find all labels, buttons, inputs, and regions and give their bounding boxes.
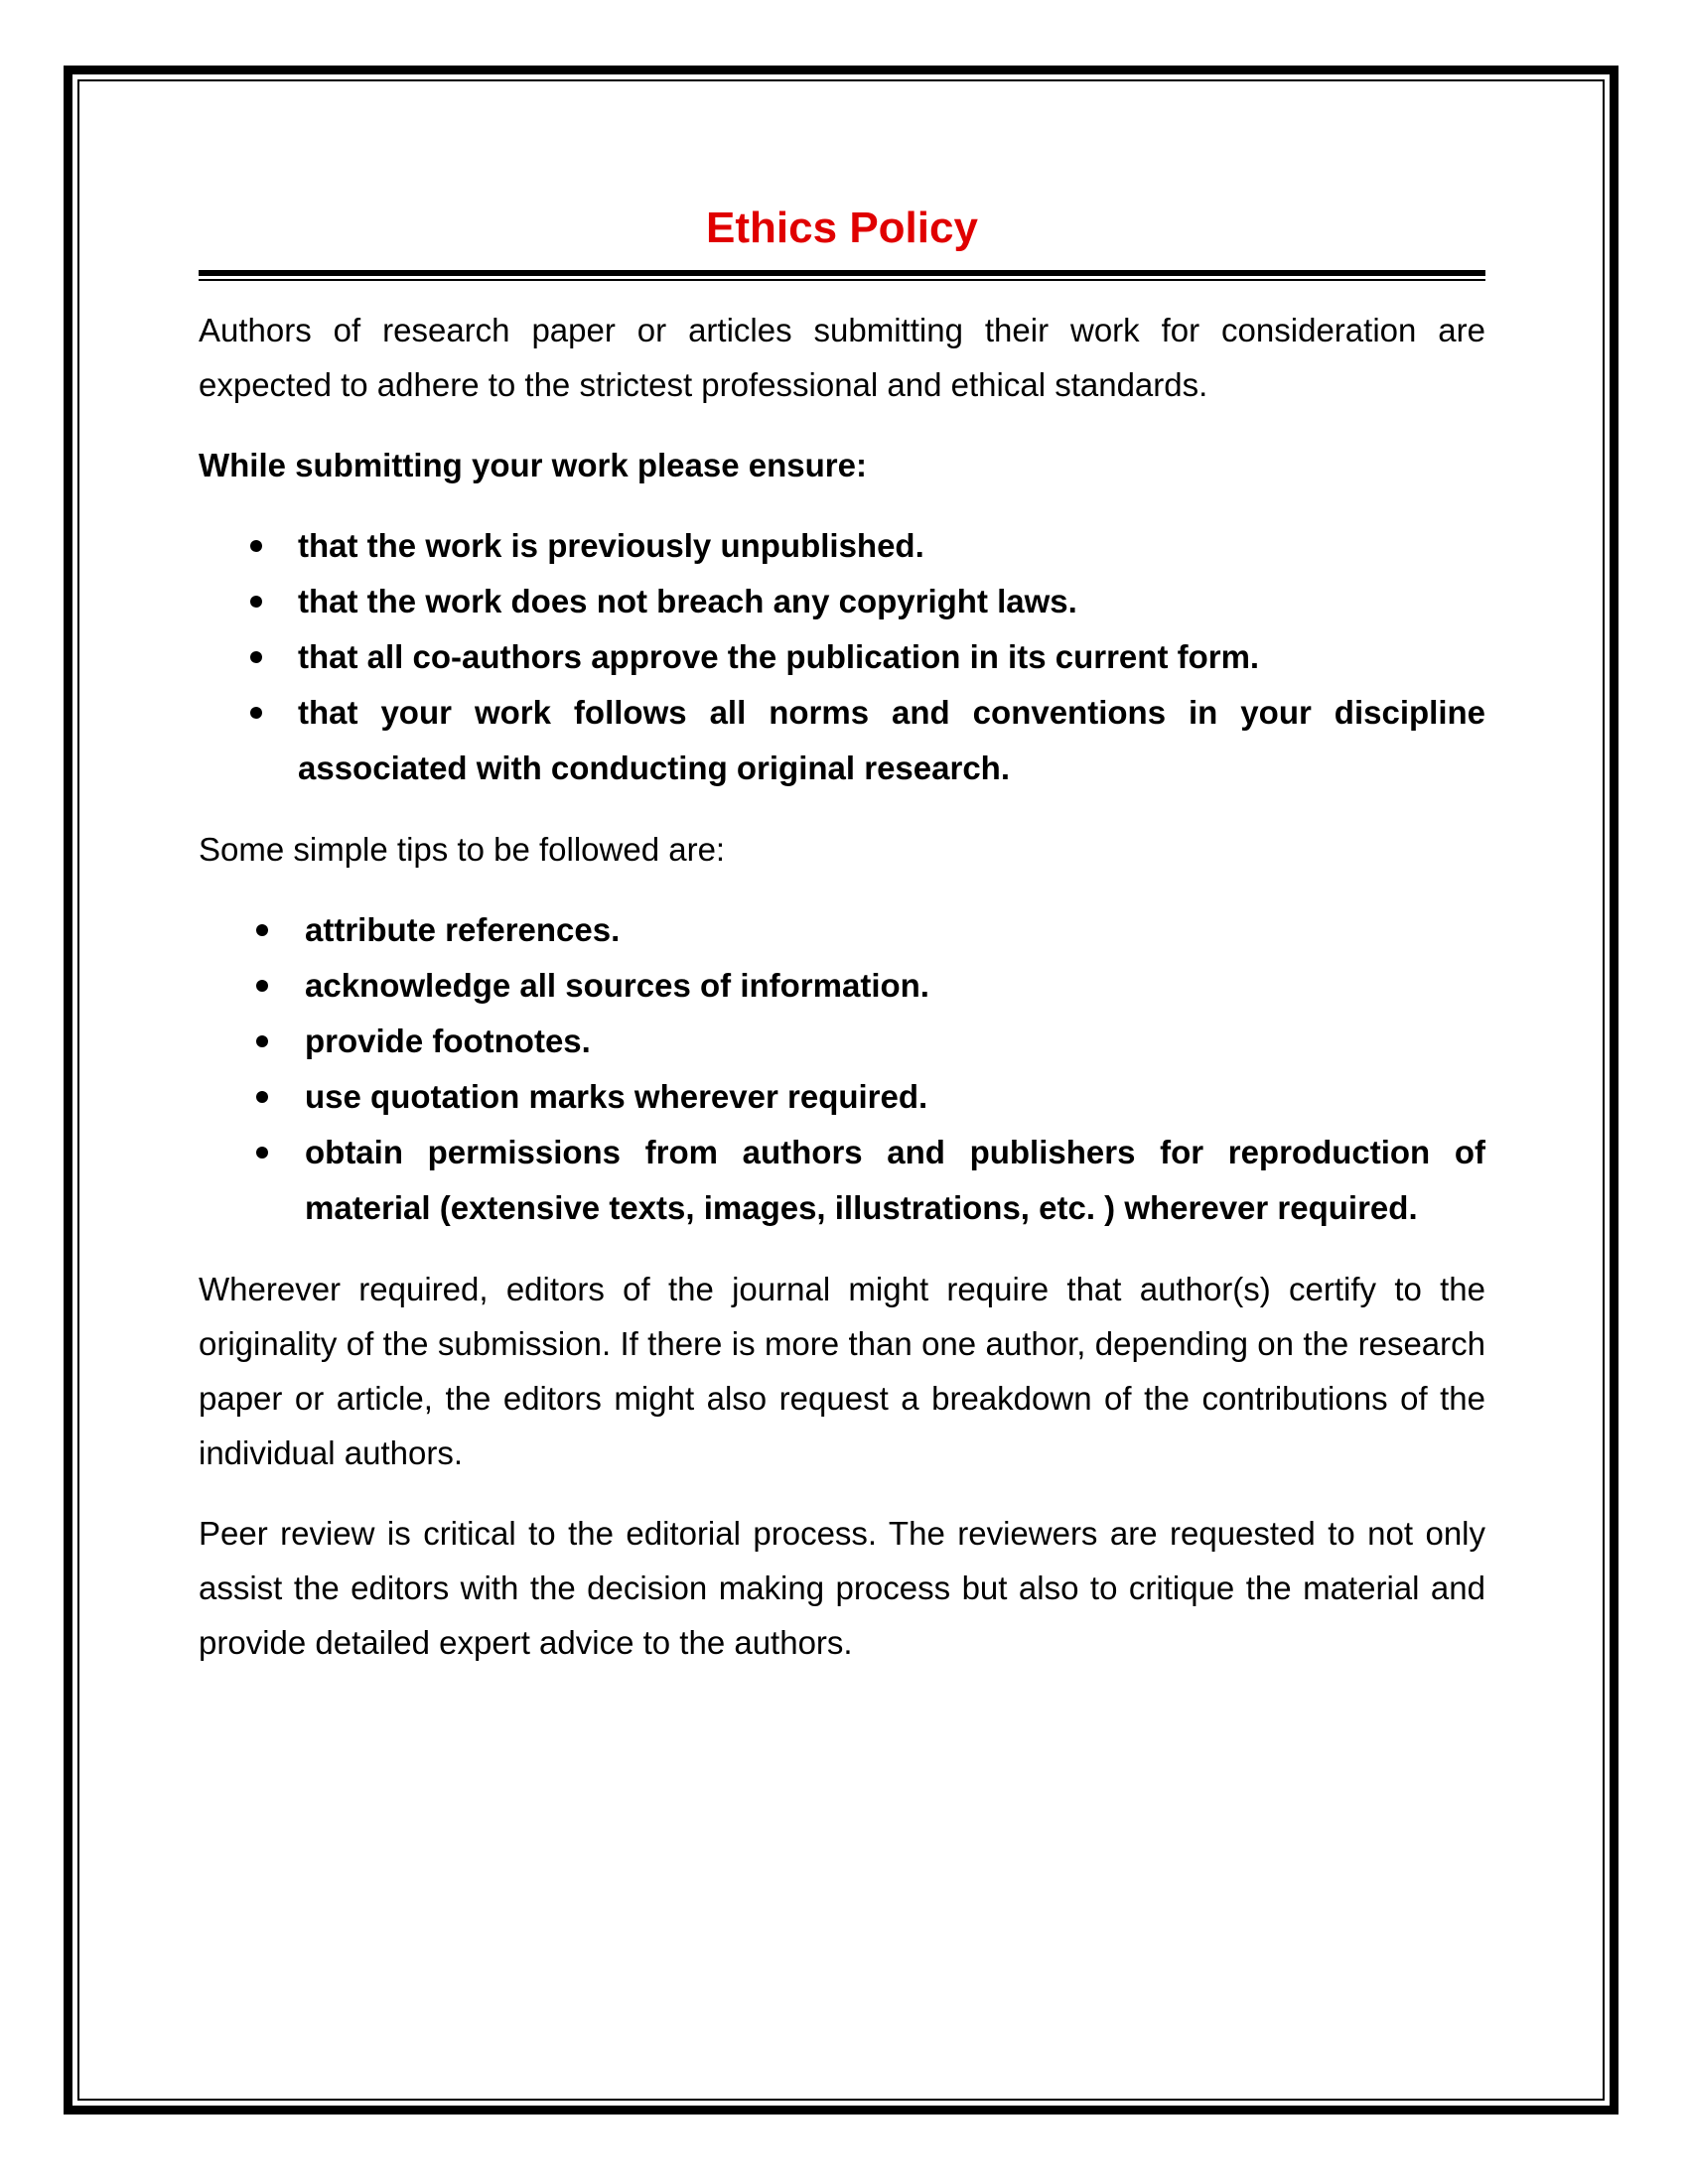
bullet-icon — [256, 924, 268, 936]
submission-lead: While submitting your work please ensure: — [199, 447, 867, 483]
list-item — [199, 685, 1485, 796]
tips-list — [199, 902, 1485, 1236]
document-body — [199, 199, 1485, 1670]
bullet-icon — [256, 1147, 268, 1159]
list-item-text: provide footnotes. — [305, 1023, 591, 1059]
list-item — [199, 518, 1485, 574]
submission-checklist — [199, 518, 1485, 796]
list-item-text: acknowledge all sources of information. — [305, 967, 929, 1004]
list-item-text: that the work does not breach any copyright laws. — [298, 583, 1077, 619]
page-title: Ethics Policy — [706, 204, 978, 252]
bullet-icon — [256, 980, 268, 992]
list-item-text: attribute references. — [305, 911, 621, 948]
title-divider-thick — [199, 270, 1485, 276]
list-item — [199, 574, 1485, 629]
peer-review-paragraph: Peer review is critical to the editorial process. The reviewers are requested to not only assist the editors with the decision making process but also to critique the material and provide detailed expert advice to the authors. — [199, 1515, 1485, 1661]
bullet-icon — [250, 540, 262, 552]
list-item-text: use quotation marks wherever required. — [305, 1078, 928, 1115]
list-item-text: obtain permissions from authors and publishers for reproduction of material (extensive texts, images, illustrations, etc. ) wherever required. — [305, 1134, 1485, 1226]
bullet-icon — [256, 1035, 268, 1047]
title-divider-thin — [199, 279, 1485, 281]
bullet-icon — [250, 596, 262, 608]
bullet-icon — [256, 1091, 268, 1103]
list-item-text: that all co-authors approve the publication in its current form. — [298, 638, 1260, 675]
list-item — [199, 958, 1485, 1014]
list-item-text: that the work is previously unpublished. — [298, 527, 924, 564]
list-item — [199, 902, 1485, 958]
list-item — [199, 1125, 1485, 1236]
editors-paragraph: Wherever required, editors of the journal might require that author(s) certify to the originality of the submission. If there is more than one author, depending on the research paper or article, the editors might also request a breakdown of the contributions of the individual authors. — [199, 1271, 1485, 1471]
list-item — [199, 1069, 1485, 1125]
intro-paragraph: Authors of research paper or articles submitting their work for consideration are expected to adhere to the strictest professional and ethical standards. — [199, 312, 1485, 403]
bullet-icon — [250, 651, 262, 663]
list-item — [199, 1014, 1485, 1069]
list-item — [199, 629, 1485, 685]
tips-lead: Some simple tips to be followed are: — [199, 831, 726, 868]
bullet-icon — [250, 707, 262, 719]
list-item-text: that your work follows all norms and conventions in your discipline associated with conducting original research. — [298, 694, 1485, 786]
